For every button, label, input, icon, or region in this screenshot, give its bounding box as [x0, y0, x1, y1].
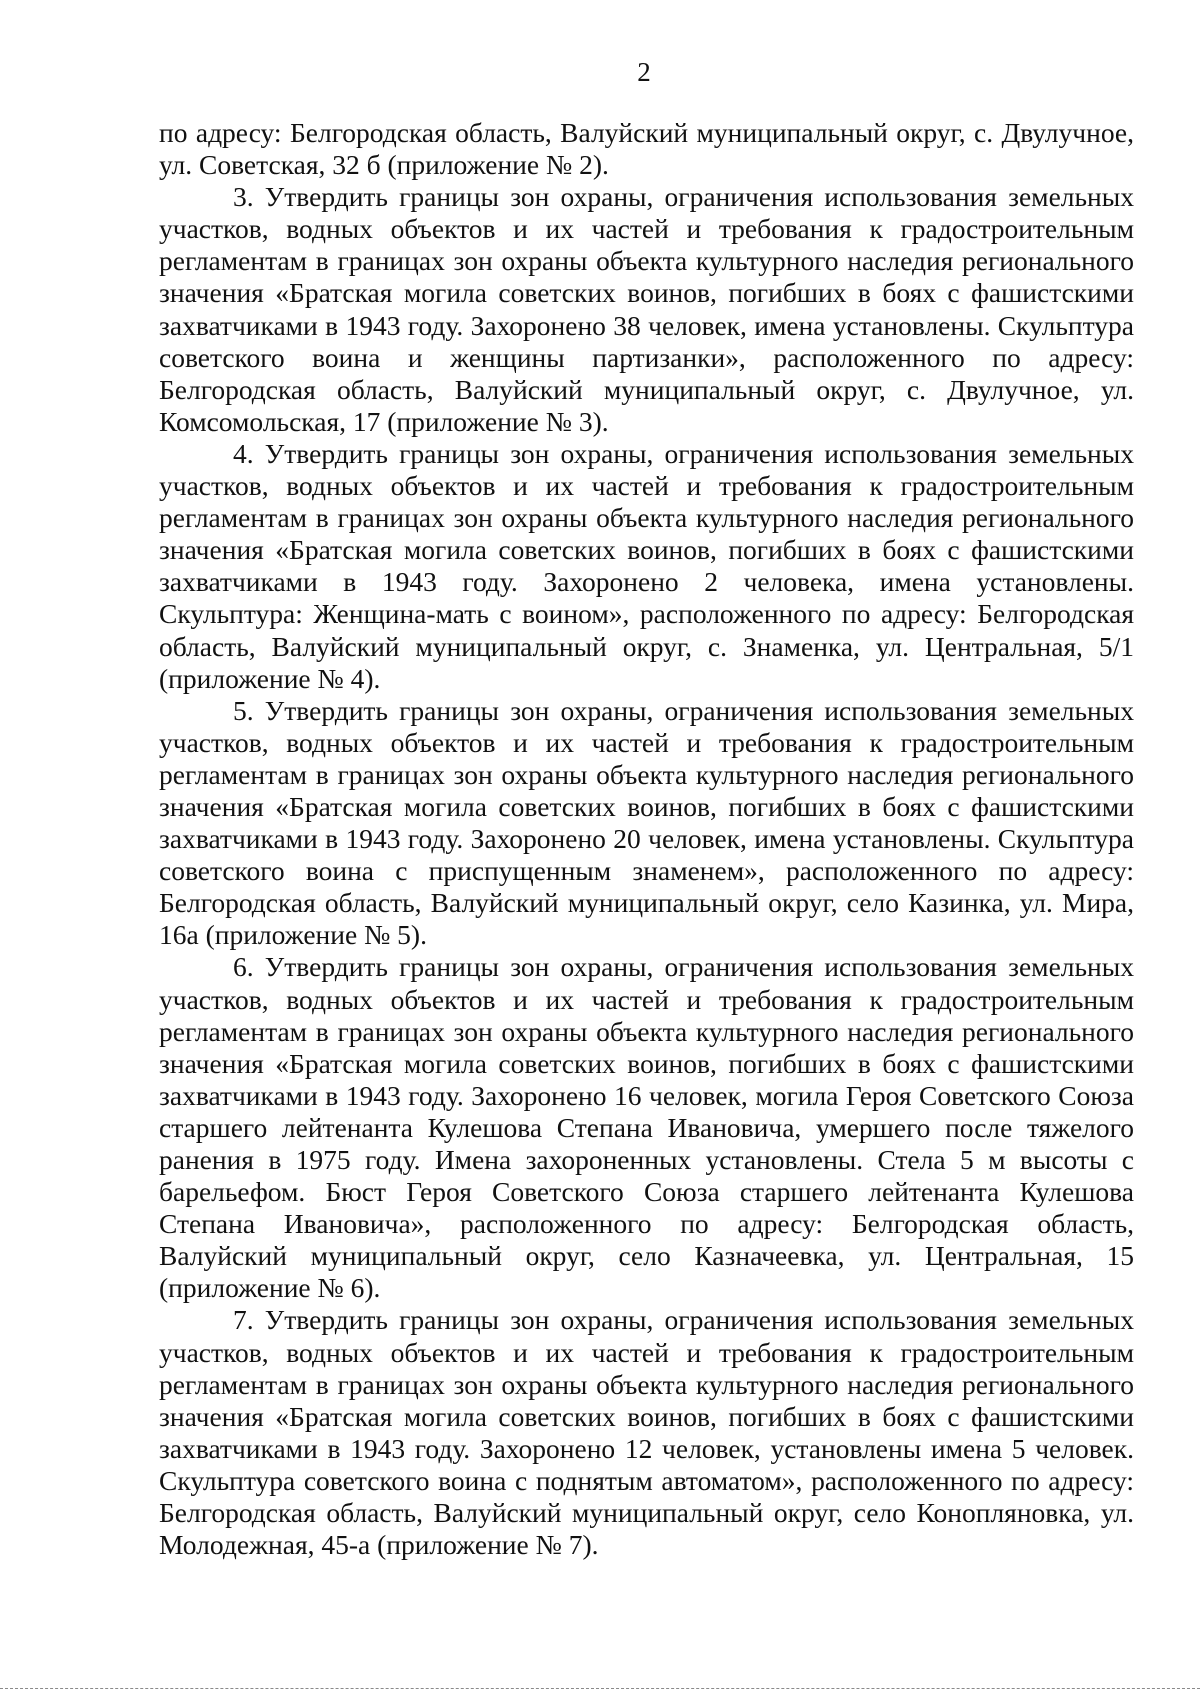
document-body — [159, 117, 1134, 1561]
page-number: 2 — [637, 57, 651, 87]
scan-edge-line — [0, 1688, 1200, 1689]
paragraph-item-3: 3. Утвердить границы зон охраны, ограничения использования земельных участков, водных объектов и их частей и требования к градостроительным регламентам в границах зон охраны объекта культурного наследия регионального значения «Братская могила советских воинов, погибших в боях с фашистскими захватчиками в 1943 году. Захоронено 38 человек, имена установлены. Скульптура советского воина и женщины партизанки», расположенного по адресу: Белгородская область, Валуйский муниципальный округ, с. Двулучное, ул. Комсомольская, 17 (приложение № 3). — [159, 181, 1134, 437]
paragraph-item-6: 6. Утвердить границы зон охраны, ограничения использования земельных участков, водных объектов и их частей и требования к градостроительным регламентам в границах зон охраны объекта культурного наследия регионального значения «Братская могила советских воинов, погибших в боях с фашистскими захватчиками в 1943 году. Захоронено 16 человек, могила Героя Советского Союза старшего лейтенанта Кулешова Степана Ивановича, умершего после тяжелого ранения в 1975 году. Имена захороненных установлены. Стела 5 м высоты с барельефом. Бюст Героя Советского Союза старшего лейтенанта Кулешова Степана Ивановича», расположенного по адресу: Белгородская область, Валуйский муниципальный округ, село Казначеевка, ул. Центральная, 15 (приложение № 6). — [159, 951, 1134, 1304]
paragraph-item-4: 4. Утвердить границы зон охраны, ограничения использования земельных участков, водных объектов и их частей и требования к градостроительным регламентам в границах зон охраны объекта культурного наследия регионального значения «Братская могила советских воинов, погибших в боях с фашистскими захватчиками в 1943 году. Захоронено 2 человека, имена установлены. Скульптура: Женщина-мать с воином», расположенного по адресу: Белгородская область, Валуйский муниципальный округ, с. Знаменка, ул. Центральная, 5/1 (приложение № 4). — [159, 437, 1134, 694]
paragraph-continuation: по адресу: Белгородская область, Валуйский муниципальный округ, с. Двулучное, ул. Советская, 32 б (приложение № 2). — [159, 117, 1134, 181]
paragraph-item-5: 5. Утвердить границы зон охраны, ограничения использования земельных участков, водных объектов и их частей и требования к градостроительным регламентам в границах зон охраны объекта культурного наследия регионального значения «Братская могила советских воинов, погибших в боях с фашистскими захватчиками в 1943 году. Захоронено 20 человек, имена установлены. Скульптура советского воина с приспущенным знаменем», расположенного по адресу: Белгородская область, Валуйский муниципальный округ, село Казинка, ул. Мира, 16а (приложение № 5). — [159, 694, 1134, 951]
paragraph-item-7: 7. Утвердить границы зон охраны, ограничения использования земельных участков, водных объектов и их частей и требования к градостроительным регламентам в границах зон охраны объекта культурного наследия регионального значения «Братская могила советских воинов, погибших в боях с фашистскими захватчиками в 1943 году. Захоронено 12 человек, установлены имена 5 человек. Скульптура советского воина с поднятым автоматом», расположенного по адресу: Белгородская область, Валуйский муниципальный округ, село Конопляновка, ул. Молодежная, 45-а (приложение № 7). — [159, 1304, 1134, 1561]
